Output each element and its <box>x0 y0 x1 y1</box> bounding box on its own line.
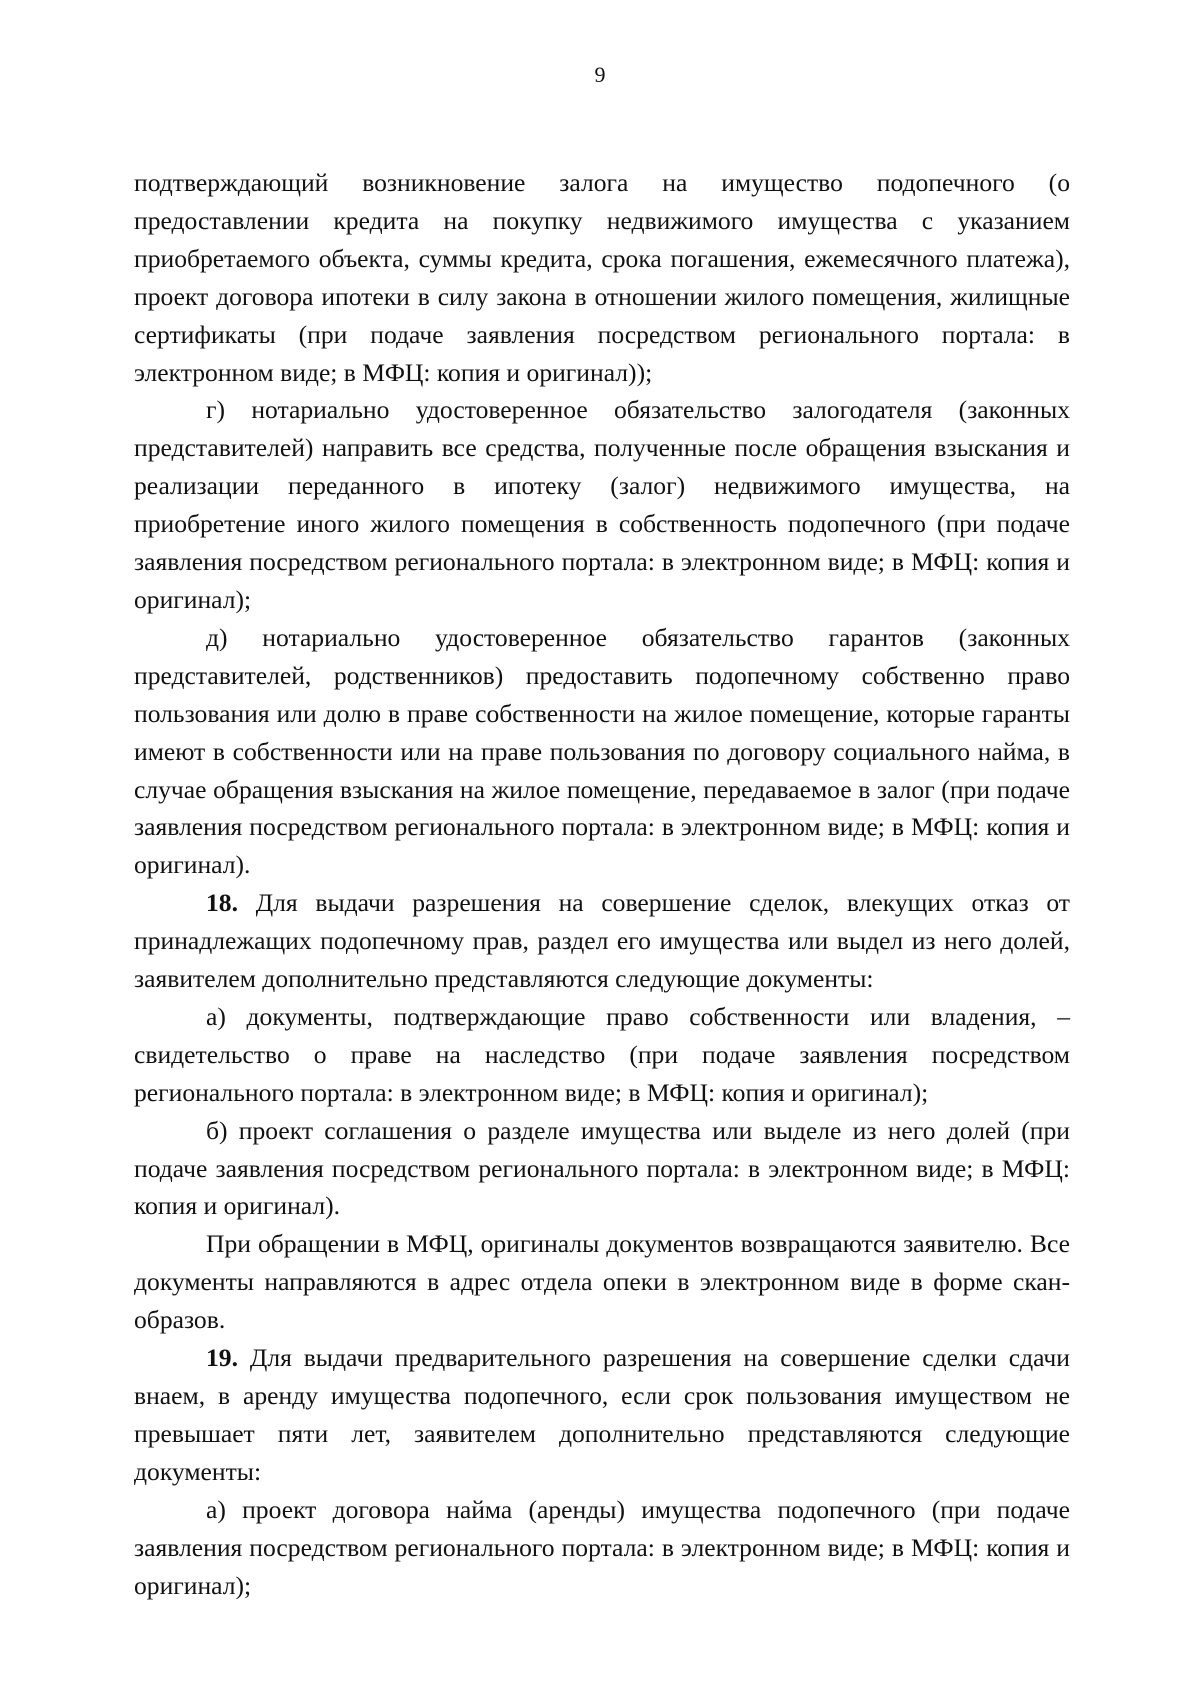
paragraph-section-19 <box>134 1339 1070 1491</box>
paragraph-text: При обращении в МФЦ, оригиналы документов возвращаются заявителю. Все документы направляются в адрес отдела опеки в электронном виде в форме скан-образов. <box>134 1229 1070 1335</box>
paragraph-item-a-18 <box>134 998 1070 1112</box>
paragraph-continuation <box>134 164 1070 391</box>
paragraph-text: а) документы, подтверждающие право собственности или владения, – свидетельство о праве на наследство (при подаче заявления посредством регионального портала: в электронном виде; в МФЦ: копия и оригинал); <box>134 1001 1070 1107</box>
document-body <box>134 164 1070 1604</box>
page-number: 9 <box>594 62 606 87</box>
paragraph-text: Для выдачи разрешения на совершение сделок, влекущих отказ от принадлежащих подопечному прав, раздел его имущества или выдел из него долей, заявителем дополнительно представляются следующие документы: <box>134 888 1070 994</box>
section-number: 18. <box>206 888 238 918</box>
paragraph-text: подтверждающий возникновение залога на имущество подопечного (о предоставлении кредита на покупку недвижимого имущества с указанием приобретаемого объекта, суммы кредита, срока погашения, ежемесячного платежа), проект договора ипотеки в силу закона в отношении жилого помещения, жилищные сертификаты (при подаче заявления посредством регионального портала: в электронном виде; в МФЦ: копия и оригинал)); <box>134 168 1070 387</box>
paragraph-text: г) нотариально удостоверенное обязательство залогодателя (законных представителей) направить все средства, полученные после обращения взыскания и реализации переданного в ипотеку (залог) недвижимого имущества, на приобретение иного жилого помещения в собственность подопечного (при подаче заявления посредством регионального портала: в электронном виде; в МФЦ: копия и оригинал); <box>134 395 1070 614</box>
paragraph-section-18 <box>134 884 1070 998</box>
paragraph-note-mfc <box>134 1225 1070 1339</box>
paragraph-text: Для выдачи предварительного разрешения на совершение сделки сдачи внаем, в аренду имущества подопечного, если срок пользования имуществом не превышает пяти лет, заявителем дополнительно представляются следующие документы: <box>134 1343 1071 1486</box>
paragraph-text: б) проект соглашения о разделе имущества или выделе из него долей (при подаче заявления посредством регионального портала: в электронном виде; в МФЦ: копия и оригинал). <box>134 1115 1070 1221</box>
paragraph-item-a-19 <box>134 1491 1070 1605</box>
paragraph-item-g <box>134 391 1070 618</box>
paragraph-text: а) проект договора найма (аренды) имущества подопечного (при подаче заявления посредством регионального портала: в электронном виде; в МФЦ: копия и оригинал); <box>134 1494 1070 1600</box>
paragraph-item-b-18 <box>134 1112 1070 1226</box>
paragraph-text: д) нотариально удостоверенное обязательство гарантов (законных представителей, родственников) предоставить подопечному собственно право пользования или долю в праве собственности на жилое помещение, которые гаранты имеют в собственности или на праве пользования по договору социального найма, в случае обращения взыскания на жилое помещение, передаваемое в залог (при подаче заявления посредством регионального портала: в электронном виде; в МФЦ: копия и оригинал). <box>134 622 1070 880</box>
paragraph-item-d <box>134 619 1070 884</box>
section-number: 19. <box>206 1343 238 1373</box>
